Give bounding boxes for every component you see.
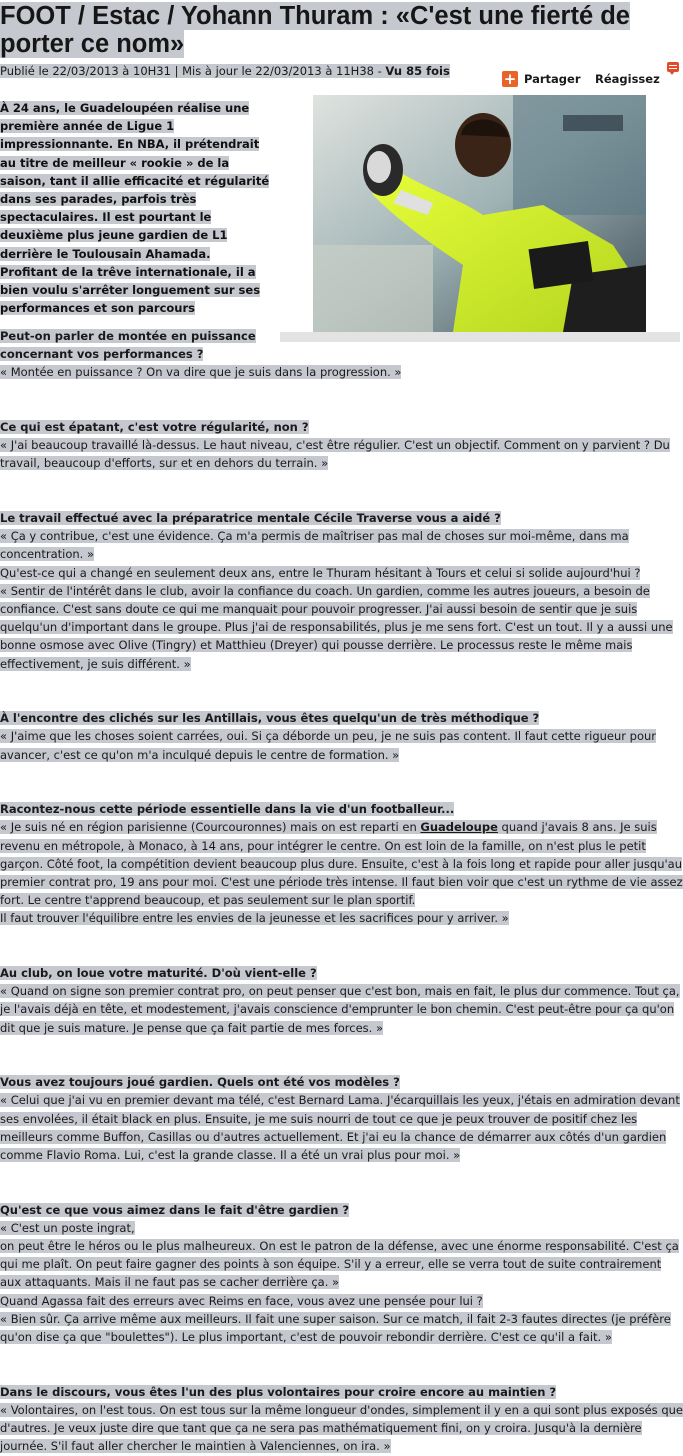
answer: « Je suis né en région parisienne (Courcouronnes) mais on est reparti en Guadeloupe quand j'avais 8 ans. Je suis revenu en métropole, à Monaco, à 14 ans, pour intégrer le centre. On est loin de la famille, on n'est plus le petit garçon. Côté foot, la compétition devient beaucoup plus dure. Ensuite, c'est à la fois long et rapide pour aller jusqu'au premier contrat pro, 19 ans pour moi. C'est une période très intense. Il faut bien voir que c'est un rythme de vie assez fort. Le centre t'apprend beaucoup, et pas seulement sur le plan sportif.: [0, 820, 683, 908]
question: Au club, on loue votre maturité. D'où vient-elle ?: [0, 966, 317, 981]
article-intro: À 24 ans, le Guadeloupéen réalise une première année de Ligue 1 impressionnante. En NBA, il prétendrait au titre de meilleur « rookie » de la saison, tant il allie efficacité et régularité dans ses parades, parfois très spectaculaires. Il est pourtant le deuxième plus jeune gardien de L1 derrière le Toulousain Ahamada. Profitant de la trêve internationale, il a bien voulu s'arrêter longuement sur ses performances et son parcours: [0, 101, 270, 316]
article-title: FOOT / Estac / Yohann Thuram : «C'est une fierté de porter ce nom»: [0, 2, 630, 58]
question: Qu'est ce que vous aimez dans le fait d'être gardien ?: [0, 1202, 350, 1217]
react-label: Réagissez: [595, 72, 660, 86]
question: Qu'est-ce qui a changé en seulement deux ans, entre le Thuram hésitant à Tours et celui si solide aujourd'hui ?: [0, 565, 641, 580]
answer: « Quand on signe son premier contrat pro, on peut penser que c'est bon, mais en fait, le plus dur commence. Tout ça, je l'avais déjà en tête, et modestement, j'avais conscience d'emprunter le bon chemin. C'est peut-être pour ça qu'on dit que je suis mature. Je pense que ça fait partie de mes forces. »: [0, 984, 680, 1035]
answer: « Montée en puissance ? On va dire que je suis dans la progression. »: [0, 365, 402, 380]
answer: « Volontaires, on l'est tous. On est tous sur la même longueur d'ondes, simplement il y en a qui sont plus exposés que d'autres. Je veux juste dire que tant que ça ne sera pas mathématiquement fini, on y croira. Jusqu'à la dernière journée. S'il faut aller chercher le maintien à Valenciennes, on ira. »: [0, 1402, 683, 1454]
plus-icon: +: [503, 70, 517, 88]
comment-icon[interactable]: [667, 62, 679, 72]
guadeloupe-link[interactable]: Guadeloupe: [420, 820, 498, 835]
answer: « J'aime que les choses soient carrées, oui. Si ça déborde un peu, je ne suis pas content. Il faut cette rigueur pour avancer, c'est ce qu'on m'a inculqué depuis le centre de formation. »: [0, 729, 657, 762]
answer-continued: on peut être le héros ou le plus malheureux. On est le patron de la défense, avec une énorme responsabilité. C'est ça qui me plaît. On peut faire gagner des points à son équipe. S'il y a erreur, elle se verra tout de suite contrairement aux attaquants. Mais il ne faut pas se cacher derrière ça. »: [0, 1239, 679, 1290]
question: Peut-on parler de montée en puissance concernant vos performances ?: [0, 329, 256, 362]
react-button[interactable]: [595, 70, 660, 88]
answer-continued: Il faut trouver l'équilibre entre les envies de la jeunesse et les sacrifices pour y arriver. »: [0, 911, 509, 926]
answer: « Celui que j'ai vu en premier devant ma télé, c'est Bernard Lama. J'écarquillais les yeux, j'étais en admiration devant ses envolées, il était black en plus. Ensuite, je me suis nourri de tout ce que je peux trouver de positif chez les meilleurs comme Buffon, Casillas ou d'autres actuellement. Et j'ai eu la chance de démarrer aux côtés d'un gardien comme Flavio Roma. Lui, c'est la grande classe. Il a été un vrai plus pour moi. »: [0, 1093, 680, 1163]
answer: « C'est un poste ingrat,: [0, 1220, 135, 1235]
share-label: Partager: [524, 72, 581, 86]
goalkeeper-photo-illustration: [313, 95, 646, 332]
question: Quand Agassa fait des erreurs avec Reims en face, vous avez une pensée pour lui ?: [0, 1293, 483, 1308]
question: Dans le discours, vous êtes l'un des plus volontaires pour croire encore au maintien ?: [0, 1384, 557, 1399]
answer: « Ça y contribue, c'est une évidence. Ça m'a permis de maîtriser pas mal de choses sur moi-même, dans ma concentration. »: [0, 529, 629, 562]
answer: « Bien sûr. Ça arrive même aux meilleurs. Il fait une super saison. Sur ce match, il fait 2-3 fautes directes (je préfère qu'on dise ça que "boulettes"). Le plus important, c'est de pouvoir rebondir derrière. C'est ce qu'il a fait. »: [0, 1311, 671, 1345]
answer: « Sentir de l'intérêt dans le club, avoir la confiance du coach. Un gardien, comme les autres joueurs, a besoin de confiance. C'est sans doute ce qui me manquait pour pouvoir progresser. J'ai aussi besoin de sentir que je suis quelqu'un d'important dans le groupe. Plus j'ai de responsabilités, plus je me sens fort. C'est un tout. Il y a aussi une bonne osmose avec Olive (Tingry) et Matthieu (Dreyer) qui pousse derrière. Le processus reste le même mais effectivement, je suis différent. »: [0, 583, 673, 671]
publish-date: Publié le 22/03/2013 à 10H31 | Mis à jour le 22/03/2013 à 11H38 -: [0, 64, 386, 78]
article-body: [0, 327, 683, 1455]
view-count: Vu 85 fois: [385, 64, 450, 78]
answer: « J'ai beaucoup travaillé là-dessus. Le haut niveau, c'est être régulier. C'est un objectif. Comment on y parvient ? Du travail, beaucoup d'efforts, sur et en dehors du terrain. »: [0, 438, 670, 471]
article-meta: [0, 63, 500, 79]
share-button[interactable]: [502, 70, 581, 88]
question: Le travail effectué avec la préparatrice mentale Cécile Traverse vous a aidé ?: [0, 511, 501, 525]
question: À l'encontre des clichés sur les Antillais, vous êtes quelqu'un de très méthodique ?: [0, 711, 540, 726]
question: Ce qui est épatant, c'est votre régularité, non ?: [0, 420, 309, 434]
question: Vous avez toujours joué gardien. Quels ont été vos modèles ?: [0, 1075, 400, 1090]
article-photo[interactable]: [313, 95, 646, 332]
question: Racontez-nous cette période essentielle dans la vie d'un footballeur...: [0, 802, 455, 817]
